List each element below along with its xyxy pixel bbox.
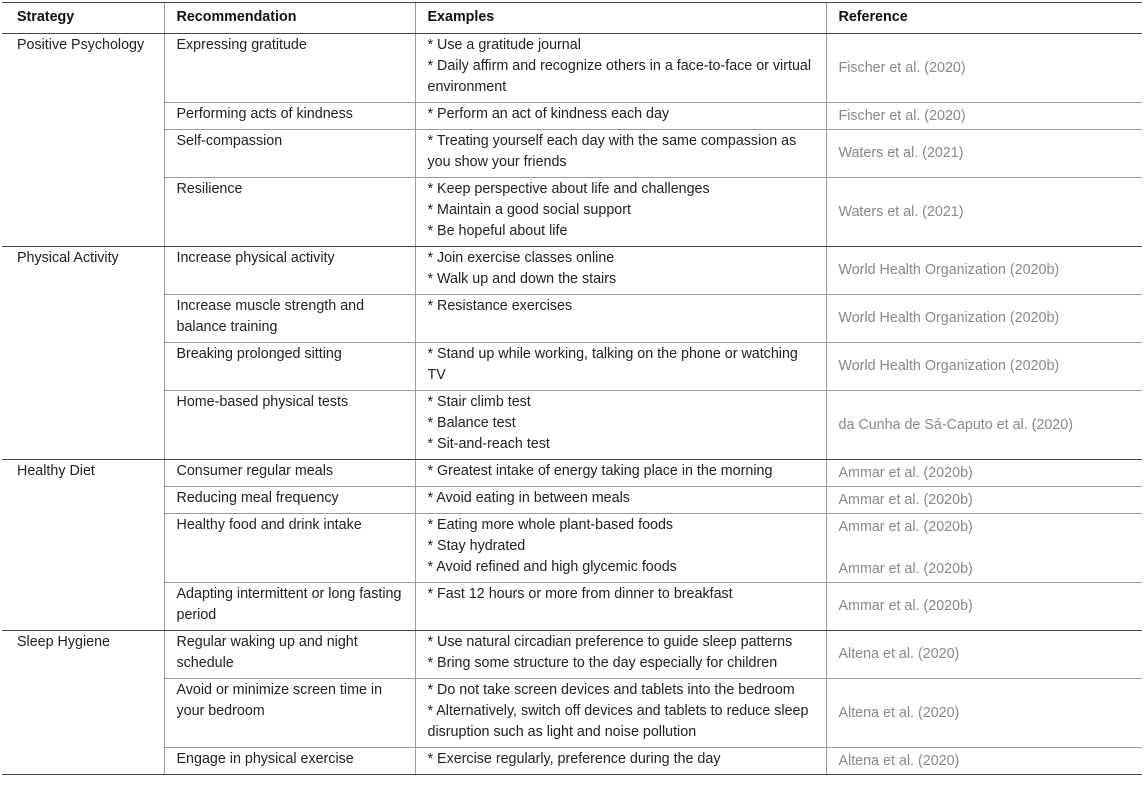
reference-text (839, 538, 1131, 559)
reference-text: Ammar et al. (2020b) (838, 560, 973, 577)
example-item: * Stay hydrated (427, 538, 526, 554)
example-item: * Do not take screen devices and tablets into the bedroom (427, 682, 795, 698)
example-item: * Walk up and down the stairs (427, 271, 617, 287)
recommendation-cell: Engage in physical exercise (164, 748, 415, 775)
examples-cell (415, 631, 826, 679)
example-item: * Sit-and-reach test (427, 436, 550, 452)
example-item: * Alternatively, switch off devices and tablets to reduce sleep disruption such as light and noise pollution (427, 703, 809, 740)
example-item: * Join exercise classes online (427, 250, 615, 266)
reference-text: Altena et al. (2020) (838, 646, 960, 662)
example-item: * Balance test (427, 415, 516, 431)
reference-cell (826, 34, 1142, 103)
table-row (2, 679, 1142, 748)
table-row (2, 247, 1142, 295)
table-row (2, 391, 1142, 460)
table-row (2, 487, 1142, 514)
strategy-cell: Physical Activity (2, 247, 164, 460)
examples-cell (415, 130, 826, 178)
reference-cell (826, 178, 1142, 247)
reference-text: Altena et al. (2020) (838, 704, 960, 721)
recommendation-cell: Healthy food and drink intake (164, 514, 415, 583)
strategy-cell: Sleep Hygiene (2, 631, 164, 775)
example-item: * Use natural circadian preference to guide sleep patterns (427, 634, 793, 650)
table-row (2, 130, 1142, 178)
recommendation-cell: Self-compassion (164, 130, 415, 178)
examples-cell (415, 583, 826, 631)
recommendation-cell: Avoid or minimize screen time in your bedroom (164, 679, 415, 748)
example-item: * Stair climb test (427, 394, 531, 410)
table-row (2, 103, 1142, 130)
reference-cell (826, 103, 1142, 130)
recommendation-cell: Home-based physical tests (164, 391, 415, 460)
reference-cell (826, 130, 1142, 178)
recommendation-cell: Consumer regular meals (164, 460, 415, 487)
header-row (2, 3, 1142, 34)
example-item: * Avoid refined and high glycemic foods (427, 559, 677, 575)
example-item: * Use a gratitude journal (427, 37, 581, 53)
examples-cell (415, 391, 826, 460)
example-item: * Treating yourself each day with the same compassion as you show your friends (427, 133, 797, 170)
recommendation-cell: Expressing gratitude (164, 34, 415, 103)
example-item: * Keep perspective about life and challenges (427, 181, 710, 197)
examples-cell (415, 460, 826, 487)
example-item: * Maintain a good social support (427, 202, 631, 218)
table-body (2, 34, 1142, 775)
reference-cell (826, 295, 1142, 343)
table-row (2, 748, 1142, 775)
table-row (2, 631, 1142, 679)
recommendation-cell: Increase muscle strength and balance training (164, 295, 415, 343)
header-strategy: Strategy (2, 3, 164, 34)
reference-text: Waters et al. (2021) (838, 145, 964, 161)
reference-text: Waters et al. (2021) (838, 203, 964, 220)
example-item: * Exercise regularly, preference during the day (427, 751, 721, 767)
strategy-cell: Healthy Diet (2, 460, 164, 631)
reference-cell (826, 391, 1142, 460)
example-item: * Avoid eating in between meals (427, 490, 630, 506)
example-item: * Stand up while working, talking on the phone or watching TV (427, 346, 798, 383)
table-row (2, 514, 1142, 583)
recommendation-cell: Performing acts of kindness (164, 103, 415, 130)
reference-text: da Cunha de Sá-Caputo et al. (2020) (838, 416, 1073, 433)
examples-cell (415, 514, 826, 583)
examples-cell (415, 679, 826, 748)
reference-text: World Health Organization (2020b) (838, 310, 1060, 326)
examples-cell (415, 295, 826, 343)
reference-cell (826, 583, 1142, 631)
reference-cell (826, 487, 1142, 514)
recommendation-cell: Reducing meal frequency (164, 487, 415, 514)
table-row (2, 343, 1142, 391)
reference-text: Altena et al. (2020) (838, 752, 960, 769)
strategies-table (2, 2, 1142, 775)
table-row (2, 583, 1142, 631)
reference-cell (826, 247, 1142, 295)
header-examples: Examples (415, 3, 826, 34)
reference-text: Ammar et al. (2020b) (838, 518, 973, 535)
examples-cell (415, 748, 826, 775)
example-item: * Resistance exercises (427, 298, 573, 314)
table-row (2, 178, 1142, 247)
reference-cell (826, 631, 1142, 679)
table-row (2, 34, 1142, 103)
reference-cell (826, 748, 1142, 775)
header-recommendation: Recommendation (164, 3, 415, 34)
reference-text: Ammar et al. (2020b) (838, 491, 973, 508)
example-item: * Bring some structure to the day especially for children (427, 655, 778, 671)
example-item: * Perform an act of kindness each day (427, 106, 670, 122)
reference-cell (826, 679, 1142, 748)
examples-cell (415, 103, 826, 130)
strategy-cell: Positive Psychology (2, 34, 164, 247)
examples-cell (415, 34, 826, 103)
examples-cell (415, 247, 826, 295)
example-item: * Eating more whole plant-based foods (427, 517, 674, 533)
reference-cell (826, 343, 1142, 391)
recommendation-cell: Regular waking up and night schedule (164, 631, 415, 679)
reference-text: Ammar et al. (2020b) (838, 464, 973, 481)
table-row (2, 295, 1142, 343)
example-item: * Greatest intake of energy taking place in the morning (427, 463, 773, 479)
examples-cell (415, 178, 826, 247)
recommendation-cell: Increase physical activity (164, 247, 415, 295)
reference-cell (826, 514, 1142, 583)
examples-cell (415, 343, 826, 391)
table-row (2, 460, 1142, 487)
recommendation-cell: Breaking prolonged sitting (164, 343, 415, 391)
reference-cell (826, 460, 1142, 487)
recommendation-cell: Resilience (164, 178, 415, 247)
reference-text: Fischer et al. (2020) (838, 107, 966, 124)
reference-text: Ammar et al. (2020b) (838, 598, 973, 614)
reference-text: Fischer et al. (2020) (838, 59, 966, 76)
recommendation-cell: Adapting intermittent or long fasting period (164, 583, 415, 631)
reference-text: World Health Organization (2020b) (838, 358, 1060, 374)
example-item: * Be hopeful about life (427, 223, 568, 239)
example-item: * Daily affirm and recognize others in a face-to-face or virtual environment (427, 58, 812, 95)
reference-text: World Health Organization (2020b) (838, 262, 1060, 278)
examples-cell (415, 487, 826, 514)
example-item: * Fast 12 hours or more from dinner to breakfast (427, 586, 733, 602)
header-reference: Reference (826, 3, 1142, 34)
